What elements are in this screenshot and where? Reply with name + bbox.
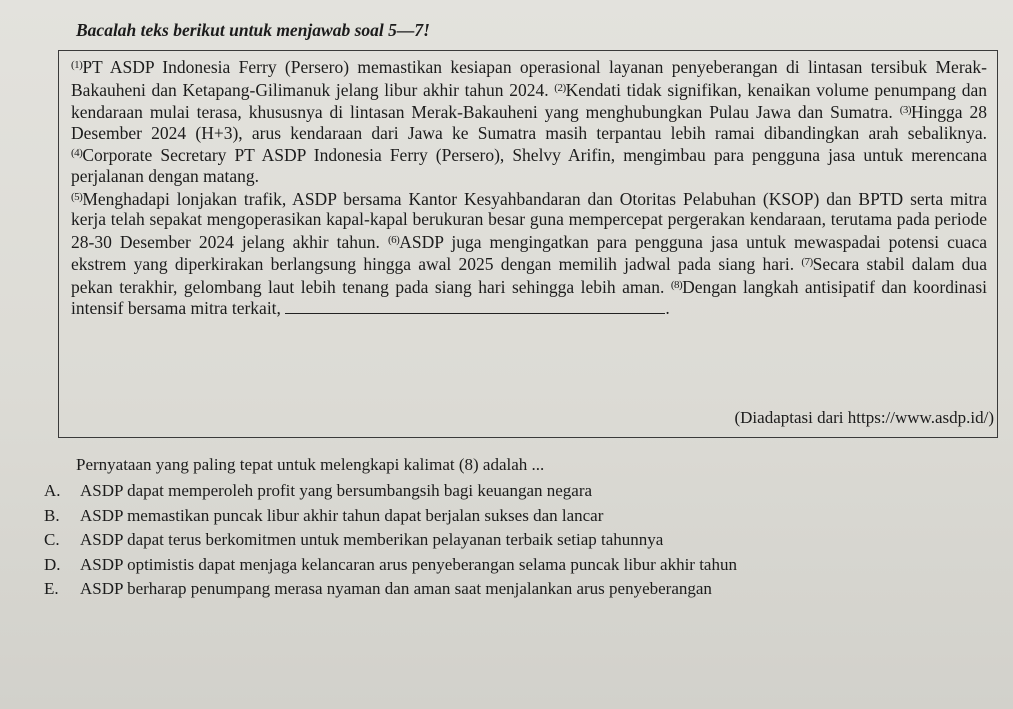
sentence-8-end: .	[665, 297, 670, 318]
sentence-number: (6)	[387, 233, 400, 246]
source-citation: (Diadaptasi dari https://www.asdp.id/)	[734, 408, 994, 427]
sentence-3: Hingga 28 Desember 2024 (H+3), arus kendaraan dari Jawa ke Sumatra masih terpantau lebih ramai dibandingkan arah sebaliknya.	[71, 102, 987, 143]
sentence-4: Corporate Secretary PT ASDP Indonesia Ferry (Persero), Shelvy Arifin, mengimbau para pengguna jasa untuk merencana perjalanan dengan matang.	[71, 145, 987, 186]
option-text: ASDP berharap penumpang merasa nyaman dan aman saat menjalankan arus penyeberangan	[80, 579, 712, 598]
instruction-heading: Bacalah teks berikut untuk menjawab soal 5—7!	[76, 20, 430, 40]
option-c[interactable]	[44, 528, 737, 553]
option-letter: E.	[44, 579, 59, 598]
paragraph-1	[71, 55, 987, 187]
option-letter: B.	[44, 505, 60, 525]
option-a[interactable]	[44, 479, 737, 504]
sentence-5: Menghadapi lonjakan trafik, ASDP bersama Kantor Kesyahbandaran dan Otoritas Pelabuhan (KSOP) dan BPTD serta mitra kerja telah sepakat mengoperasikan kapal-kapal berukuran besar guna mempercepat pergerakan kendaraan, terutama pada periode 28-30 Desember 2024 jelang akhir tahun.	[71, 188, 987, 252]
question-stem: Pernyataan yang paling tepat untuk melengkapi kalimat (8) adalah ...	[76, 455, 545, 474]
option-letter: D.	[44, 554, 61, 574]
answer-blank	[285, 301, 665, 314]
option-text: ASDP memastikan puncak libur akhir tahun dapat berjalan sukses dan lancar	[80, 505, 604, 525]
option-e[interactable]	[44, 577, 737, 602]
sentence-number: (4)	[71, 147, 83, 160]
sentence-1: PT ASDP Indonesia Ferry (Persero) memastikan kesiapan operasional layanan penyeberangan di lintasan tersibuk Merak-Bakauheni dan Ketapang-Gilimanuk jelang libur akhir tahun 2024.	[71, 57, 987, 100]
sentence-6: ASDP juga mengingatkan para pengguna jasa untuk mewaspadai potensi cuaca ekstrem yang diperkirakan berlangsung hingga awal 2025 dengan memilih jadwal pada siang hari.	[71, 231, 987, 275]
option-text: ASDP dapat memperoleh profit yang bersumbangsih bagi keuangan negara	[80, 481, 593, 500]
sentence-8: Dengan langkah antisipatif dan koordinasi intensif bersama mitra terkait,	[71, 276, 987, 318]
sentence-number: (8)	[670, 278, 683, 291]
paragraph-2	[71, 187, 987, 319]
sentence-number: (3)	[899, 104, 912, 117]
reading-passage-box	[58, 50, 998, 438]
option-d[interactable]	[44, 553, 737, 578]
reading-passage	[71, 55, 987, 318]
option-b[interactable]	[44, 504, 737, 529]
option-text: ASDP optimistis dapat menjaga kelancaran arus penyeberangan selama puncak libur akhir tahun	[80, 554, 737, 574]
sentence-number: (7)	[801, 256, 813, 269]
option-text: ASDP dapat terus berkomitmen untuk memberikan pelayanan terbaik setiap tahunnya	[80, 530, 664, 549]
sentence-number: (2)	[554, 81, 566, 94]
sentence-number: (1)	[71, 59, 83, 71]
option-letter: A.	[44, 481, 61, 500]
answer-options	[44, 479, 737, 602]
sentence-2: Kendati tidak signifikan, kenaikan volume penumpang dan kendaraan mulai terasa, khususnya di lintasan Merak-Bakauheni yang menghubungkan Pulau Jawa dan Sumatra.	[71, 79, 987, 123]
sentence-number: (5)	[71, 190, 83, 203]
sentence-7: Secara stabil dalam dua pekan terakhir, gelombang laut lebih tenang pada siang hari sehingga lebih aman.	[71, 254, 987, 297]
option-letter: C.	[44, 530, 60, 549]
